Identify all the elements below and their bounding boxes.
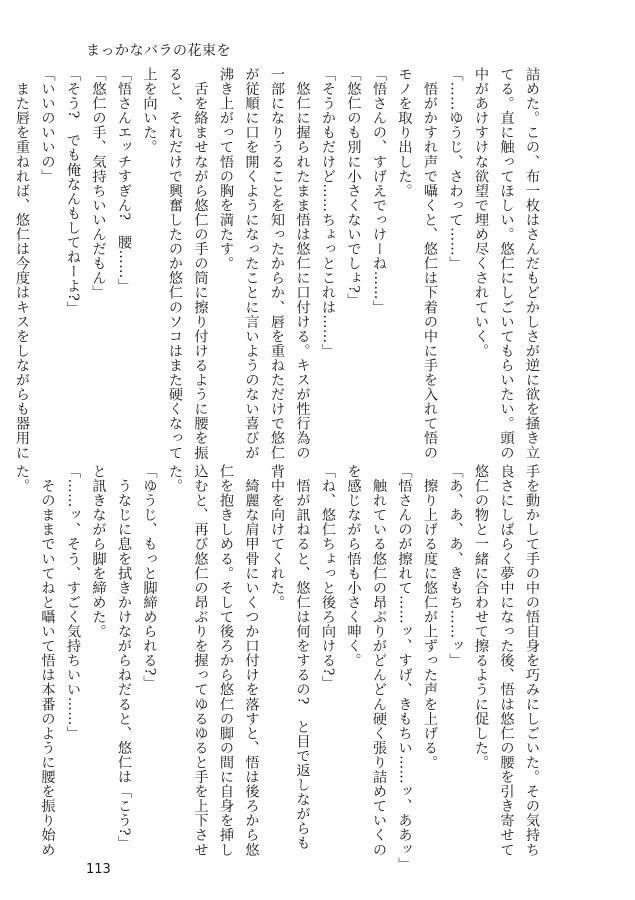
text-line: 「そう? でも俺なんもしてねーよ?」 (65, 67, 81, 316)
text-line: てる。直に触ってほしい。悠仁にしごいてもらいたい。頭の (498, 67, 515, 460)
text-line: 「ね、悠仁ちょっと後ろ向ける?」 (320, 464, 336, 691)
text-line: 「……ゆうじ、さわって……」 (447, 67, 464, 271)
text-line: 悠仁に握られたまま悟は悠仁に口付ける。キスが性行為の (294, 67, 311, 460)
text-line: 「悟さんエッチすぎん? 腰……」 (116, 67, 132, 294)
text-line: 舌を絡ませながら悠仁の手の筒に擦り付けるように腰を振 (192, 67, 209, 460)
text-line: た。 (167, 464, 183, 494)
text-line: 一部になりうることを知ったからか、唇を重ねただけで悠仁 (269, 67, 285, 460)
text-line: が従順に口を開くようになったことに言いようのない喜びが (243, 67, 260, 460)
text-line: 擦り上げる度に悠仁が上ずった声を上げる。 (422, 464, 438, 770)
text-line: そのままでいてねと囁いて悟は本番のように腰を振り始め (39, 464, 56, 857)
text-line: と訊きながら脚を締めた。 (90, 464, 107, 639)
text-line: 「悠仁のも別に小さくないでしょ?」 (345, 67, 362, 308)
text-line: 背中を向けてくれた。 (269, 464, 285, 610)
page-number: 113 (86, 862, 111, 877)
text-line: 綺麗な肩甲骨にいくつか口付けを落すと、悟は後ろから悠 (243, 464, 260, 857)
text-line: 「いいのいいの」 (39, 67, 56, 184)
text-line: を感じながら悟も小さく呻く。 (345, 464, 362, 668)
text-line: 触れている悠仁の昂ぶりがどんどん硬く張り詰めていくの (371, 464, 387, 857)
text-line: 詰めた。この、布一枚はさんだもどかしさが逆に欲を掻き立 (524, 67, 540, 460)
text-line: モノを取り出した。 (396, 67, 413, 198)
text-line: 「悟さんの、すげえでっけーね……」 (371, 67, 387, 315)
text-line: 「悟さんのが擦れて……ッ、すげ、きもちい……ッ、ああッ」 (396, 464, 413, 872)
text-line: 中があけすけな欲望で埋め尽くされていく。 (473, 67, 489, 358)
text-line: 「あ、あ、あ、きもち……ッ」 (447, 464, 464, 668)
text-line: 「ゆうじ、もっと脚締められる?」 (141, 464, 158, 691)
text-line: 「……ッ、そう、すごく気持ちいい……」 (65, 464, 81, 741)
text-line: ると、それだけで興奮したのか悠仁のソコはまた硬くなって (167, 67, 183, 460)
text-line: 「悠仁の手、気持ちいいんだもん」 (90, 67, 107, 300)
text-line: 悠仁の物と一緒に合わせて擦るように促した。 (473, 464, 489, 770)
running-head-title: まっかなバラの花束を (86, 43, 231, 59)
text-line: 悟がかすれ声で囁くと、悠仁は下着の中に手を入れて悟の (422, 67, 438, 460)
text-line: また唇を重ねれば、悠仁は今度はキスをしながらも器用に (14, 67, 30, 460)
text-line: 沸き上がって悟の胸を満たす。 (218, 67, 234, 271)
text-line: た。 (14, 464, 30, 494)
text-line: 込むと、再び悠仁の昂ぶりを握ってゆるゆると手を上下させ (192, 464, 209, 857)
text-line: 上を向いた。 (141, 67, 158, 155)
text-line: 悟が訊ねると、悠仁は何をするの? と目で返しながらも (294, 464, 311, 851)
text-line: 「そうかもだけど……ちょっとこれは……」 (320, 67, 336, 358)
text-block-upper (14, 67, 544, 460)
text-line: 仁を抱きしめる。そして後ろから悠仁の脚の間に自身を挿し (218, 464, 234, 857)
text-line: 良さにしばらく夢中になった後、悟は悠仁の腰を引き寄せて (498, 464, 515, 857)
text-line: うなじに息を拭きかけながらねだると、悠仁は「こう?」 (116, 464, 132, 851)
text-line: 手を動かして手の中の悟自身を巧みにしごいた。その気持ち (524, 464, 540, 857)
